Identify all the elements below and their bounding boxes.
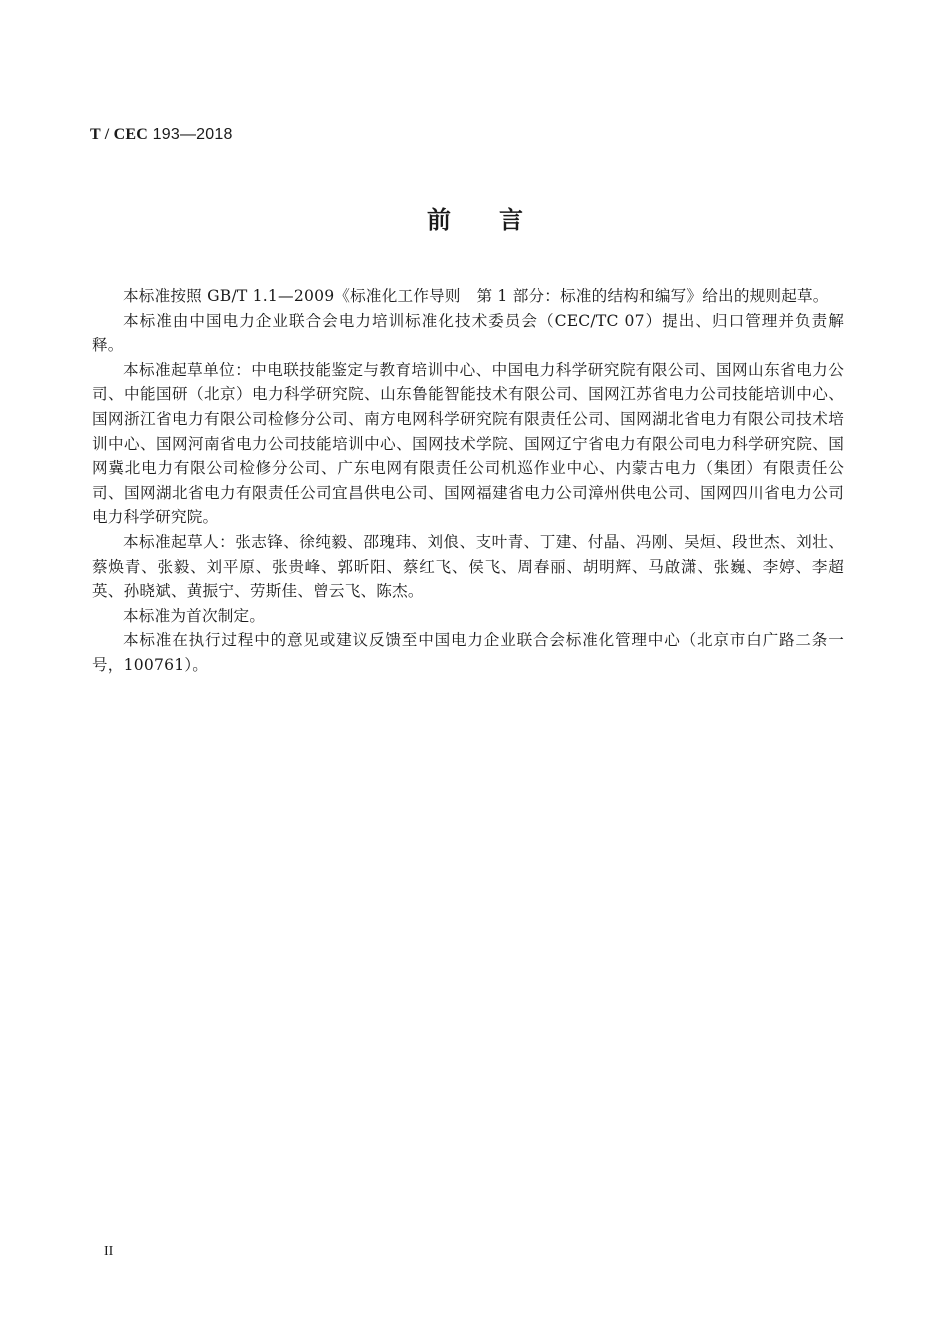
page-title: 前言 bbox=[427, 206, 571, 234]
standard-code-prefix: T / CEC bbox=[90, 126, 149, 143]
paragraph-proposer: 本标准由中国电力企业联合会电力培训标准化技术委员会（CEC/TC 07）提出、归口管理并负责解释。 bbox=[92, 311, 844, 355]
standard-code bbox=[90, 124, 233, 145]
paragraph-drafting-rules: 本标准按照 GB/T 1.1—2009《标准化工作导则 第 1 部分：标准的结构和编写》给出的规则起草。 bbox=[123, 287, 829, 305]
page-number: II bbox=[104, 1244, 114, 1259]
standard-code-number: 193—2018 bbox=[148, 126, 233, 143]
paragraph-feedback: 本标准在执行过程中的意见或建议反馈至中国电力企业联合会标准化管理中心（北京市白广路二条一号，100761）。 bbox=[92, 631, 844, 674]
foreword-body bbox=[92, 284, 844, 678]
paragraph-first-edition: 本标准为首次制定。 bbox=[123, 606, 266, 625]
paragraph-drafters: 本标准起草人：张志锋、徐纯毅、邵瑰玮、刘俍、支叶青、丁建、付晶、冯刚、吴烜、段世杰、刘壮、蔡焕青、张毅、刘平原、张贵峰、郭昕阳、蔡红飞、侯飞、周春丽、胡明辉、马啟潇、张巍、李婷、李超英、孙晓斌、黄振宁、劳斯佳、曾云飞、陈杰。 bbox=[92, 532, 844, 601]
paragraph-drafting-units: 本标准起草单位：中电联技能鉴定与教育培训中心、中国电力科学研究院有限公司、国网山东省电力公司、中能国研（北京）电力科学研究院、山东鲁能智能技术有限公司、国网江苏省电力公司技能培训中心、国网浙江省电力有限公司检修分公司、南方电网科学研究院有限责任公司、国网湖北省电力有限公司技术培训中心、国网河南省电力公司技能培训中心、国网技术学院、国网辽宁省电力有限公司电力科学研究院、国网冀北电力有限公司检修分公司、广东电网有限责任公司机巡作业中心、内蒙古电力（集团）有限责任公司、国网湖北省电力有限责任公司宜昌供电公司、国网福建省电力公司漳州供电公司、国网四川省电力公司电力科学研究院。 bbox=[92, 360, 844, 527]
